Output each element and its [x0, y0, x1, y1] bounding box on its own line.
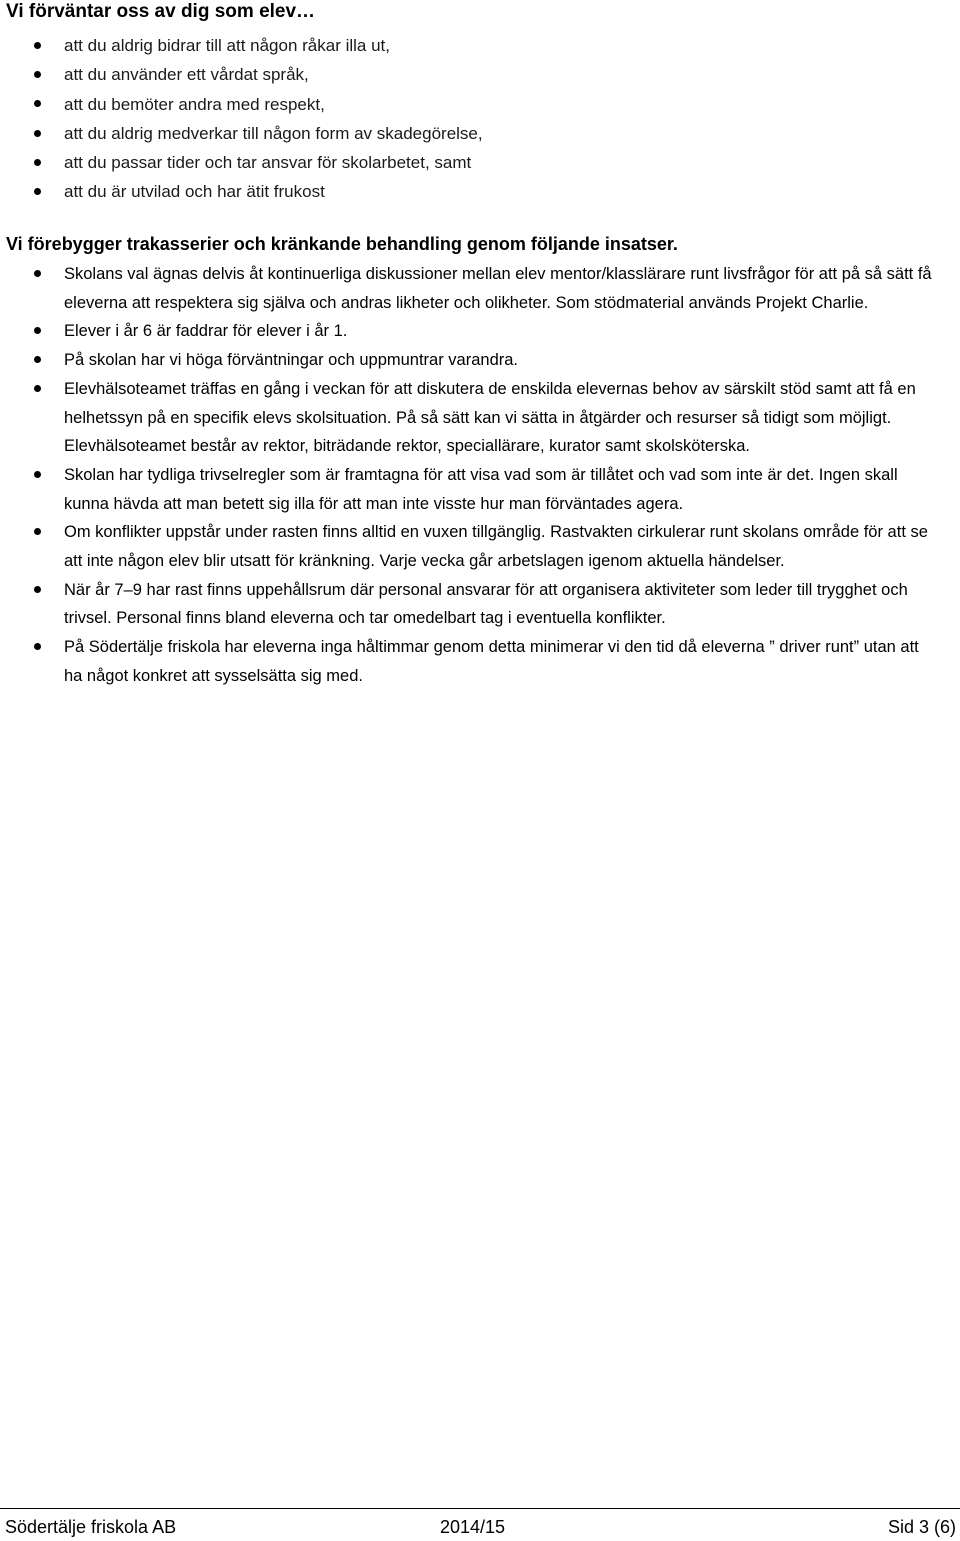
list-item	[0, 31, 960, 60]
bullet-icon	[34, 130, 41, 137]
list-item-text: På skolan har vi höga förväntningar och uppmuntrar varandra.	[64, 351, 519, 370]
expectations-list	[0, 31, 960, 207]
list-item	[0, 317, 960, 346]
bullet-icon	[34, 327, 41, 334]
list-item-text: att du aldrig medverkar till någon form av skadegörelse,	[64, 123, 483, 143]
bullet-icon	[34, 270, 41, 277]
bullet-icon	[34, 586, 41, 593]
list-item-text: På Södertälje friskola har eleverna inga håltimmar genom detta minimerar vi den tid då eleverna ” driver runt” utan att ha något konkret att sysselsätta sig med.	[64, 638, 919, 685]
measures-list	[0, 260, 960, 691]
bullet-icon	[34, 528, 41, 535]
bullet-icon	[34, 356, 41, 363]
list-item-text: Skolan har tydliga trivselregler som är framtagna för att visa vad som är tillåtet och vad som inte är det. Ingen skall kunna hävda att man betett sig illa för att man inte visste hur man förväntades agera.	[64, 465, 898, 513]
list-item	[0, 177, 960, 206]
bullet-icon	[34, 385, 41, 392]
list-item	[0, 518, 960, 575]
bullet-icon	[34, 100, 41, 107]
list-item-text: att du bemöter andra med respekt,	[64, 94, 325, 114]
bullet-icon	[34, 471, 41, 478]
bullet-icon	[34, 643, 41, 650]
list-item-text: Elever i år 6 är faddrar för elever i år 1.	[64, 322, 348, 341]
footer-year: 2014/15	[440, 1517, 506, 1537]
list-item-text: Skolans val ägnas delvis åt kontinuerliga diskussioner mellan elev mentor/klasslärare runt livsfrågor för att på så sätt få eleverna att respektera sig själva och andras likheter och olikheter. Som stödmaterial används Projekt Charlie.	[64, 265, 932, 312]
bullet-icon	[34, 71, 41, 78]
section1-heading: Vi förväntar oss av dig som elev…	[6, 1, 316, 22]
list-item-text: att du använder ett vårdat språk,	[64, 65, 309, 85]
list-item-text: Om konflikter uppstår under rasten finns alltid en vuxen tillgänglig. Rastvakten cirkulerar runt skolans område för att se att inte någon elev blir utsatt för kränkning. Varje vecka går arbetslagen igenom aktuella händelser.	[64, 523, 928, 571]
list-item-text: att du aldrig bidrar till att någon råkar illa ut,	[64, 36, 391, 55]
list-item	[0, 148, 960, 177]
list-item	[0, 60, 960, 89]
list-item	[0, 346, 960, 375]
list-item-text: att du passar tider och tar ansvar för skolarbetet, samt	[64, 153, 472, 173]
list-item	[0, 90, 960, 119]
footer-page-number: Sid 3 (6)	[887, 1517, 956, 1537]
bullet-icon	[34, 42, 41, 49]
section2-heading: Vi förebygger trakasserier och kränkande behandling genom följande insatser.	[6, 234, 678, 254]
bullet-icon	[34, 188, 41, 195]
footer-organization: Södertälje friskola AB	[5, 1517, 177, 1537]
list-item	[0, 375, 960, 461]
list-item-text: att du är utvilad och har ätit frukost	[64, 182, 325, 202]
list-item	[0, 633, 960, 690]
list-item-text: Elevhälsoteamet träffas en gång i veckan för att diskutera de enskilda elevernas behov av särskilt stöd samt att få en helhetssyn på en specifik elevs skolsituation. På så sätt kan vi sätta in åtgärder och resurser så tidigt som möjligt. Elevhälsoteamet består av rektor, biträdande rektor, speciallärare, kurator samt skolsköterska.	[64, 379, 916, 456]
list-item	[0, 260, 960, 317]
list-item-text: När år 7–9 har rast finns uppehållsrum där personal ansvarar för att organisera aktiviteter som leder till trygghet och trivsel. Personal finns bland eleverna och tar omedelbart tag i eventuella konflikter.	[64, 580, 908, 628]
list-item	[0, 576, 960, 633]
list-item	[0, 119, 960, 148]
list-item	[0, 461, 960, 518]
footer-divider	[0, 1508, 960, 1509]
bullet-icon	[34, 159, 41, 166]
